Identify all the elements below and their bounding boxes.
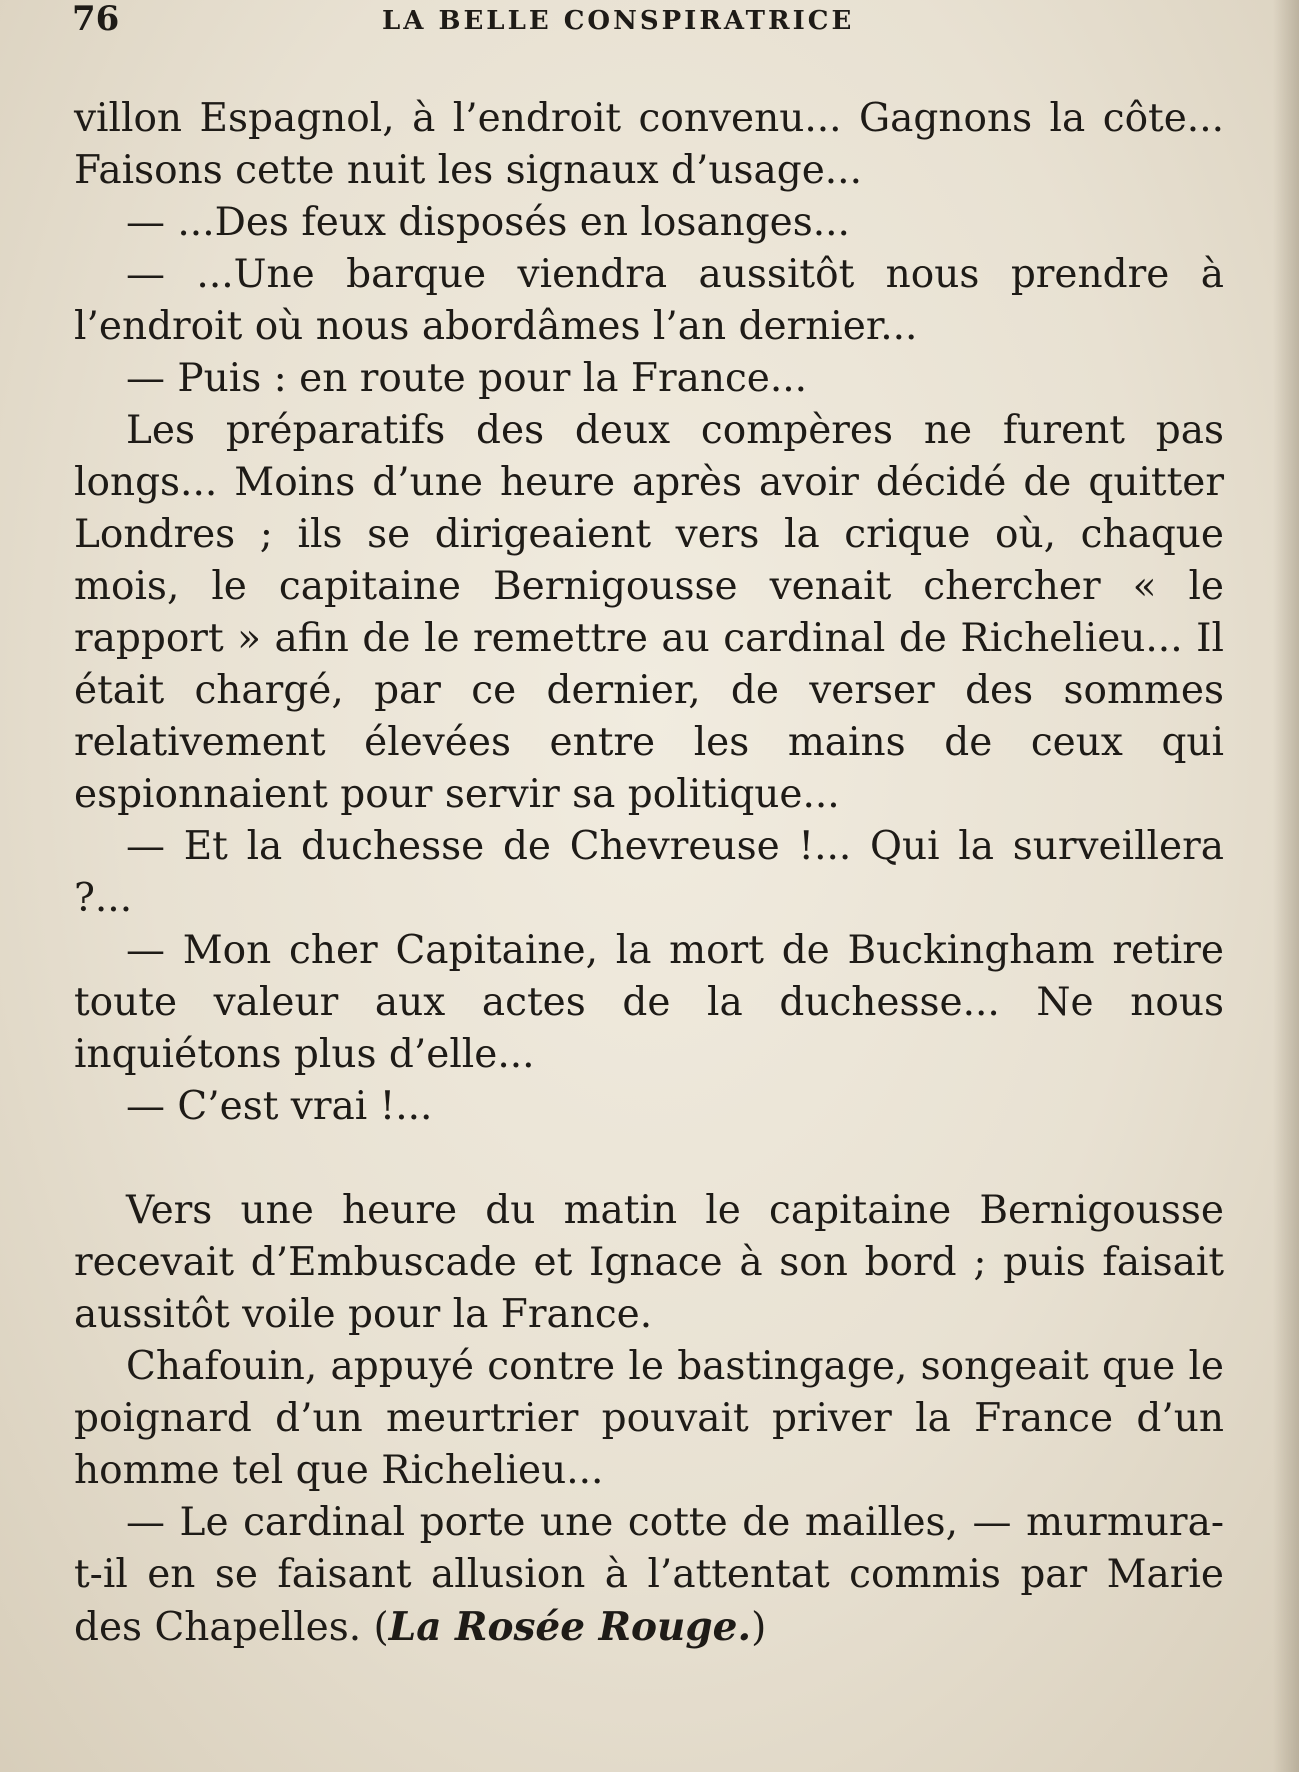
running-title: LA BELLE CONSPIRATRICE	[382, 6, 855, 36]
cited-title: La Rosée Rouge.	[388, 1604, 752, 1650]
page-spine-shadow	[1273, 0, 1299, 1772]
page-number: 76	[72, 0, 120, 39]
paragraph: Les préparatifs des deux compères ne furent pas longs... Moins d’une heure après avoir décidé de quitter Londres ; ils se dirigeaient vers la crique où, chaque mois, le capitaine Bernigousse venait chercher « le rapport » afin de le remettre au cardinal de Richelieu... Il était chargé, par ce dernier, de verser des sommes relativement élevées entre les mains de ceux qui espionnaient pour servir sa politique...	[74, 408, 1224, 817]
paragraph: villon Espagnol, à l’endroit convenu... Gagnons la côte... Faisons cette nuit les signaux d’usage...	[74, 96, 1224, 193]
body-text	[74, 93, 1224, 1654]
final-paragraph-text: — Le cardinal porte une cotte de mailles, — murmura-t-il en se faisant allusion à l’attentat commis par Marie des Chapelles. (	[74, 1500, 1224, 1650]
paragraph: Vers une heure du matin le capitaine Bernigousse recevait d’Embuscade et Ignace à son bord ; puis faisait aussitôt voile pour la France.	[74, 1188, 1224, 1337]
closing-parenthesis: )	[751, 1605, 767, 1650]
dialogue-line: — ...Une barque viendra aussitôt nous prendre à l’endroit où nous abordâmes l’an dernier...	[74, 252, 1224, 349]
dialogue-line: — ...Des feux disposés en losanges...	[126, 200, 850, 245]
dialogue-line: — C’est vrai !...	[126, 1084, 433, 1129]
dialogue-line: — Mon cher Capitaine, la mort de Buckingham retire toute valeur aux actes de la duchesse... Ne nous inquiétons plus d’elle...	[74, 928, 1224, 1077]
final-paragraph	[74, 1497, 1224, 1654]
paragraph: Chafouin, appuyé contre le bastingage, songeait que le poignard d’un meurtrier pouvait priver la France d’un homme tel que Richelieu...	[74, 1344, 1224, 1493]
dialogue-line: — Et la duchesse de Chevreuse !... Qui la surveillera ?...	[74, 824, 1224, 921]
page-header	[72, 0, 1202, 40]
dialogue-line: — Puis : en route pour la France...	[126, 356, 808, 401]
